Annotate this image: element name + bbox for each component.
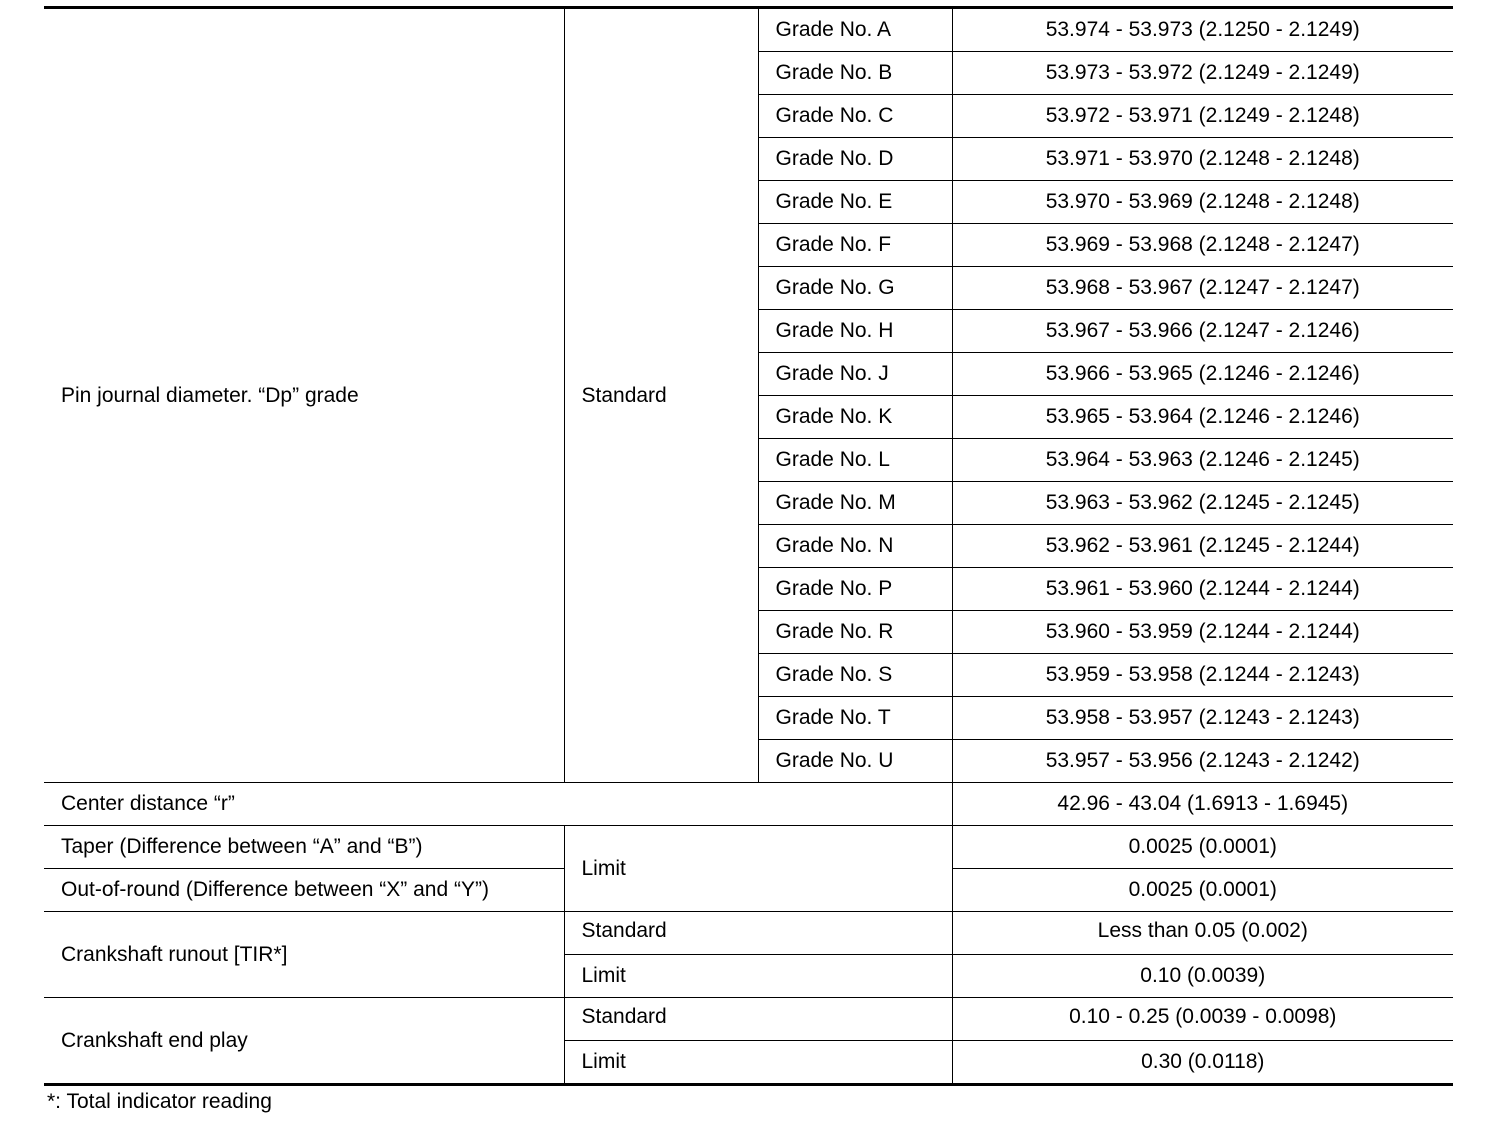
table-row xyxy=(44,912,1453,955)
pin-journal-item-label: Pin journal diameter. “Dp” grade xyxy=(44,8,564,783)
runout-limit-value: 0.10 (0.0039) xyxy=(952,955,1453,998)
grade-label: Grade No. B xyxy=(758,52,952,95)
taper-value: 0.0025 (0.0001) xyxy=(952,826,1453,869)
end-play-limit-value: 0.30 (0.0118) xyxy=(952,1041,1453,1085)
grade-value: 53.962 - 53.961 (2.1245 - 2.1244) xyxy=(952,525,1453,568)
runout-label: Crankshaft runout [TIR*] xyxy=(44,912,564,998)
grade-value: 53.971 - 53.970 (2.1248 - 2.1248) xyxy=(952,138,1453,181)
end-play-limit-label: Limit xyxy=(564,1041,952,1085)
grade-value: 53.958 - 53.957 (2.1243 - 2.1243) xyxy=(952,697,1453,740)
table-row xyxy=(44,826,1453,869)
grade-label: Grade No. K xyxy=(758,396,952,439)
grade-label: Grade No. G xyxy=(758,267,952,310)
grade-value: 53.967 - 53.966 (2.1247 - 2.1246) xyxy=(952,310,1453,353)
table-row xyxy=(44,998,1453,1041)
grade-label: Grade No. S xyxy=(758,654,952,697)
pin-journal-condition: Standard xyxy=(564,8,758,783)
grade-value: 53.966 - 53.965 (2.1246 - 2.1246) xyxy=(952,353,1453,396)
taper-label: Taper (Difference between “A” and “B”) xyxy=(44,826,564,869)
end-play-label: Crankshaft end play xyxy=(44,998,564,1085)
grade-label: Grade No. D xyxy=(758,138,952,181)
grade-value: 53.970 - 53.969 (2.1248 - 2.1248) xyxy=(952,181,1453,224)
grade-value: 53.965 - 53.964 (2.1246 - 2.1246) xyxy=(952,396,1453,439)
grade-label: Grade No. C xyxy=(758,95,952,138)
center-distance-label: Center distance “r” xyxy=(44,783,952,826)
grade-label: Grade No. R xyxy=(758,611,952,654)
grade-value: 53.960 - 53.959 (2.1244 - 2.1244) xyxy=(952,611,1453,654)
out-of-round-label: Out-of-round (Difference between “X” and “Y”) xyxy=(44,869,564,912)
grade-label: Grade No. P xyxy=(758,568,952,611)
grade-label: Grade No. U xyxy=(758,740,952,783)
grade-value: 53.957 - 53.956 (2.1243 - 2.1242) xyxy=(952,740,1453,783)
grade-label: Grade No. M xyxy=(758,482,952,525)
end-play-standard-value: 0.10 - 0.25 (0.0039 - 0.0098) xyxy=(952,998,1453,1041)
grade-value: 53.968 - 53.967 (2.1247 - 2.1247) xyxy=(952,267,1453,310)
runout-limit-label: Limit xyxy=(564,955,952,998)
spec-table-body xyxy=(44,8,1453,1085)
grade-label: Grade No. N xyxy=(758,525,952,568)
runout-standard-value: Less than 0.05 (0.002) xyxy=(952,912,1453,955)
grade-label: Grade No. L xyxy=(758,439,952,482)
grade-value: 53.959 - 53.958 (2.1244 - 2.1243) xyxy=(952,654,1453,697)
grade-value: 53.964 - 53.963 (2.1246 - 2.1245) xyxy=(952,439,1453,482)
taper-oor-condition: Limit xyxy=(564,826,952,912)
grade-label: Grade No. T xyxy=(758,697,952,740)
grade-label: Grade No. F xyxy=(758,224,952,267)
grade-value: 53.972 - 53.971 (2.1249 - 2.1248) xyxy=(952,95,1453,138)
grade-label: Grade No. J xyxy=(758,353,952,396)
grade-value: 53.973 - 53.972 (2.1249 - 2.1249) xyxy=(952,52,1453,95)
grade-label: Grade No. H xyxy=(758,310,952,353)
end-play-standard-label: Standard xyxy=(564,998,952,1041)
grade-label: Grade No. A xyxy=(758,8,952,52)
runout-standard-label: Standard xyxy=(564,912,952,955)
table-row xyxy=(44,783,1453,826)
spec-table xyxy=(44,6,1453,1086)
grade-value: 53.974 - 53.973 (2.1250 - 2.1249) xyxy=(952,8,1453,52)
footnote: *: Total indicator reading xyxy=(47,1090,272,1113)
center-distance-value: 42.96 - 43.04 (1.6913 - 1.6945) xyxy=(952,783,1453,826)
out-of-round-value: 0.0025 (0.0001) xyxy=(952,869,1453,912)
grade-value: 53.961 - 53.960 (2.1244 - 2.1244) xyxy=(952,568,1453,611)
table-row xyxy=(44,8,1453,52)
grade-label: Grade No. E xyxy=(758,181,952,224)
grade-value: 53.963 - 53.962 (2.1245 - 2.1245) xyxy=(952,482,1453,525)
grade-value: 53.969 - 53.968 (2.1248 - 2.1247) xyxy=(952,224,1453,267)
